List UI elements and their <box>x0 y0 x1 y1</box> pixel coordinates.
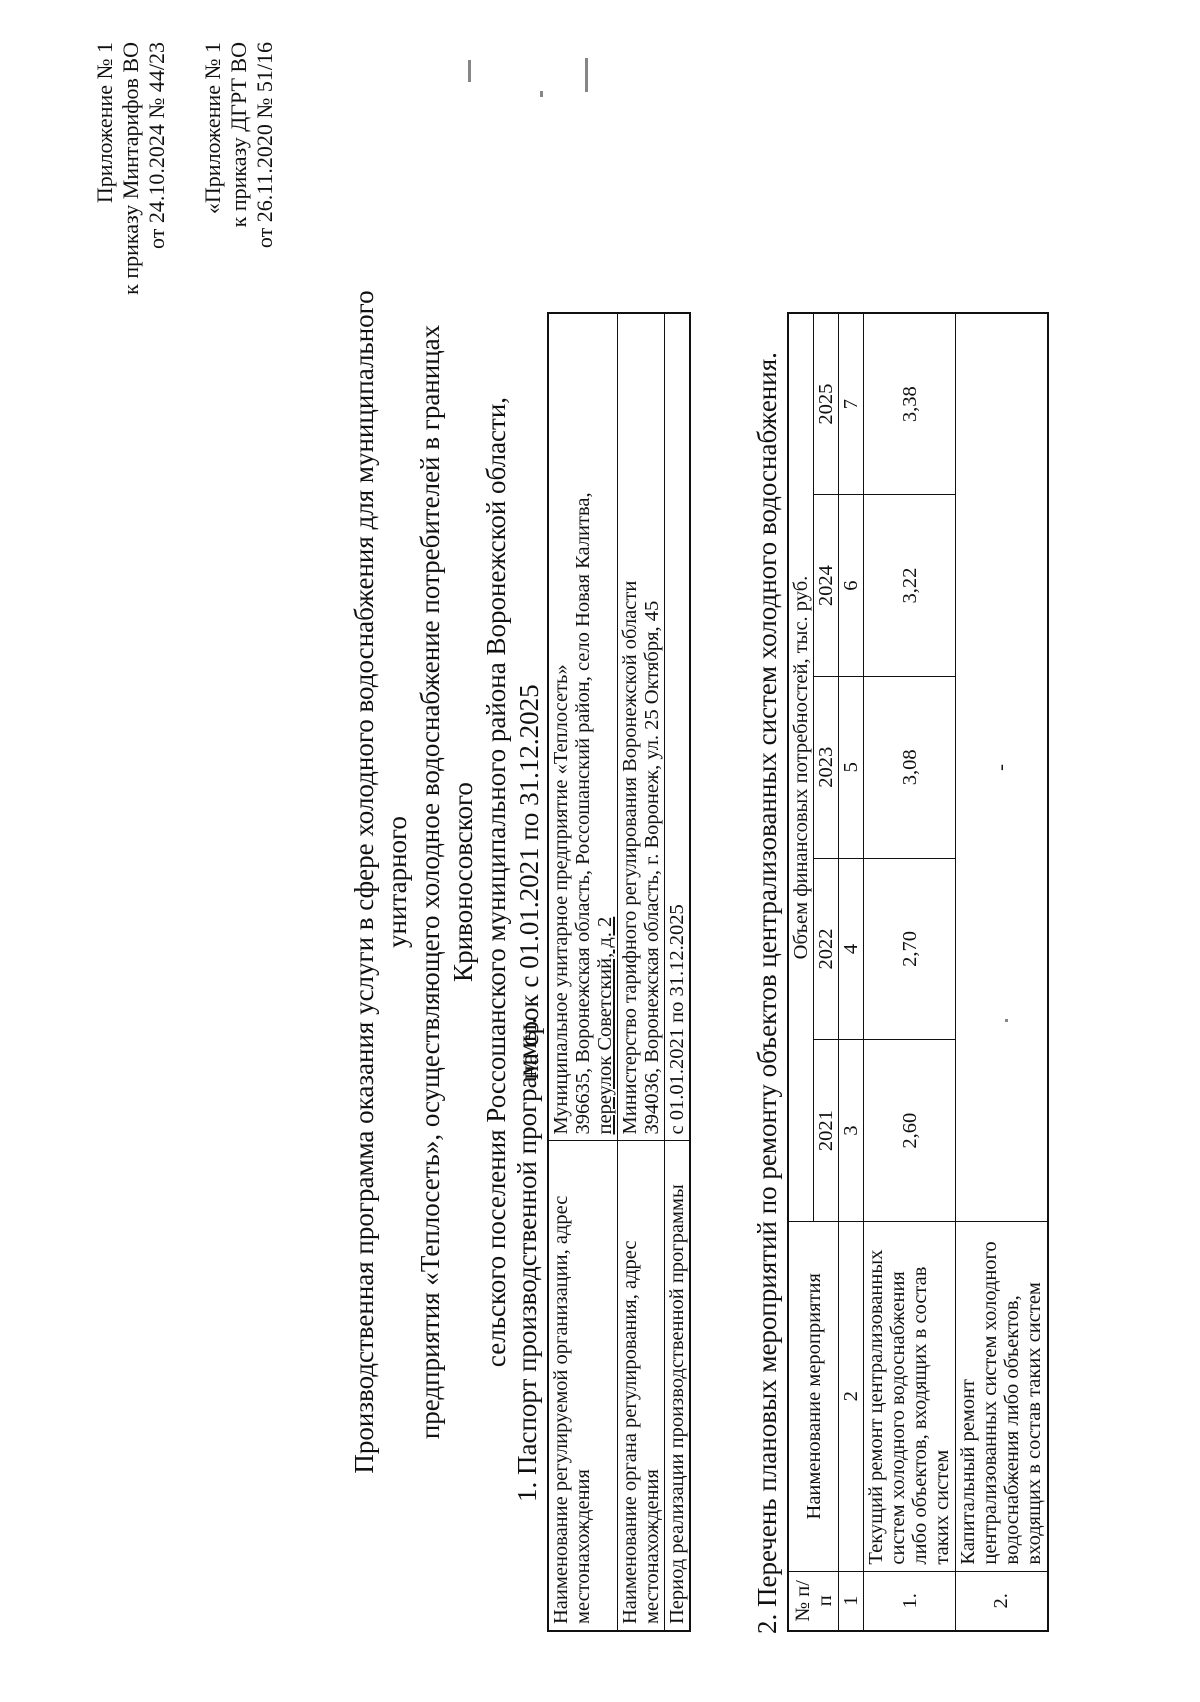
index-cell: 3 <box>839 1040 864 1222</box>
column-header-year: 2022 <box>814 858 839 1040</box>
column-header-year: 2025 <box>814 313 839 495</box>
column-header-group: Объем финансовых потребностей, тыс. руб. <box>788 313 814 1222</box>
table-row <box>956 313 1048 1631</box>
header-appendix-current <box>92 42 170 295</box>
index-cell: 5 <box>839 676 864 858</box>
table-row <box>618 313 665 1631</box>
title-line: сельского поселения Россошанского муниципального района Воронежской области, <box>481 396 511 1368</box>
table-row <box>864 313 956 1631</box>
measure-name: Капитальный ремонт централизованных систем холодного водоснабжения либо объектов, входящих в состав таких систем <box>956 1222 1048 1572</box>
title-line: на срок с 01.01.2021 по 31.12.2025 <box>514 684 544 1080</box>
column-header-name: Наименование мероприятия <box>788 1222 839 1572</box>
measure-name: Текущий ремонт централизованных систем холодного водоснабжения либо объектов, входящих в состав таких систем <box>864 1222 956 1572</box>
passport-table <box>547 312 691 1632</box>
scan-mark <box>540 91 543 97</box>
row-number: 2. <box>956 1571 1048 1631</box>
value-line: с 01.01.2021 по 31.12.2025 <box>666 904 688 1135</box>
column-header-year: 2024 <box>814 495 839 677</box>
table-row <box>548 313 618 1631</box>
section1-heading: 1. Паспорт производственной программы. <box>512 1017 542 1502</box>
header-line: к приказу Минтарифов ВО <box>118 42 143 295</box>
title-line: предприятия «Теплосеть», осуществляющего холодное водоснабжение потребителей в границах Кривоносовского <box>415 324 478 1440</box>
header-line: от 24.10.2024 № 44/23 <box>144 42 169 249</box>
header-line: к приказу ДГРТ ВО <box>226 42 251 228</box>
value-line: Министерство тарифного регулирования Воронежской области <box>619 580 641 1135</box>
passport-value <box>618 313 665 1141</box>
header-appendix-previous <box>200 42 278 248</box>
passport-value <box>548 313 618 1141</box>
column-header-number: № п/п <box>788 1571 839 1631</box>
index-cell: 1 <box>839 1571 864 1631</box>
merged-value-cell: - <box>956 313 1048 1222</box>
index-cell: 7 <box>839 313 864 495</box>
passport-value <box>665 313 691 1141</box>
value-line: 396635, Воронежская область, Россошанский район, село Новая Калитва, <box>572 492 594 1135</box>
value-cell: 3,22 <box>864 495 956 677</box>
table-row <box>665 313 691 1631</box>
title-line: Производственная программа оказания услуги в сфере холодного водоснабжения для муниципального унитарного <box>349 290 412 1474</box>
value-line: 394036, Воронежская область, г. Воронеж, ул. 25 Октября, 45 <box>641 600 663 1135</box>
column-header-year: 2021 <box>814 1040 839 1222</box>
row-number: 1. <box>864 1571 956 1631</box>
value-cell: 2,60 <box>864 1040 956 1222</box>
table-index-row <box>839 313 864 1631</box>
value-line: Муниципальное унитарное предприятие «Теплосеть» <box>550 664 572 1135</box>
header-line: от 26.11.2020 № 51/16 <box>252 42 277 249</box>
index-cell: 4 <box>839 858 864 1040</box>
value-line: переулок Советский, д. 2 <box>594 916 616 1135</box>
scan-mark <box>585 58 588 92</box>
header-line: «Приложение № 1 <box>200 42 225 215</box>
section2-heading: 2. Перечень плановых мероприятий по ремонту объектов централизованных систем холодного водоснабжения. <box>752 352 782 1634</box>
header-line: Приложение № 1 <box>92 42 117 204</box>
value-cell: 3,38 <box>864 313 956 495</box>
table-header-row <box>788 313 814 1631</box>
passport-label: Наименование органа регулирования, адрес местонахождения <box>618 1141 665 1631</box>
passport-label: Наименование регулируемой организации, адрес местонахождения <box>548 1141 618 1631</box>
passport-label: Период реализации производственной программы <box>665 1141 691 1631</box>
index-cell: 2 <box>839 1222 864 1572</box>
index-cell: 6 <box>839 495 864 677</box>
scan-mark <box>468 60 471 82</box>
value-cell: 2,70 <box>864 858 956 1040</box>
column-header-year: 2023 <box>814 676 839 858</box>
repair-measures-table <box>787 312 1049 1632</box>
value-cell: 3,08 <box>864 676 956 858</box>
